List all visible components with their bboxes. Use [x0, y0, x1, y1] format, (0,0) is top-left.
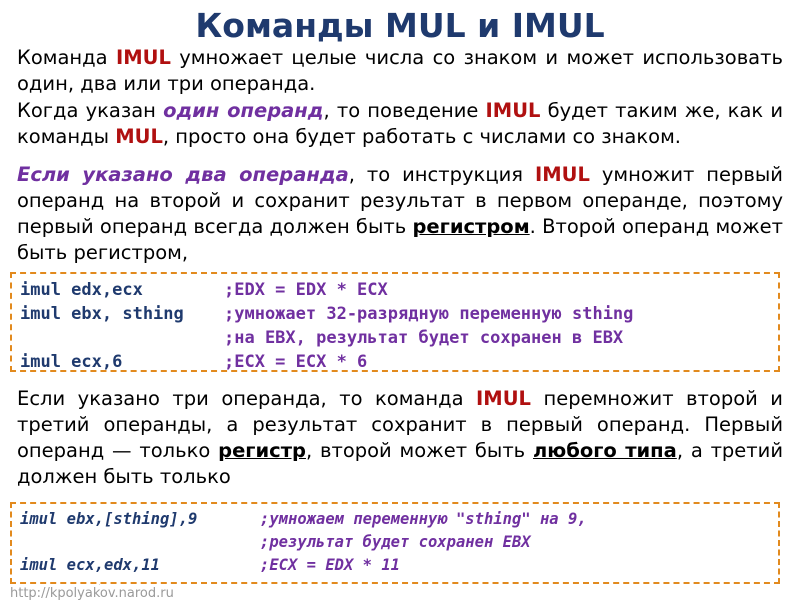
code-line [20, 350, 778, 374]
code-comment: ;умножает 32-разрядную переменную sthing [224, 304, 634, 324]
code-comment: ;умножаем переменную "sthing" на 9, [260, 510, 587, 528]
keyword-imul: IMUL [485, 99, 541, 122]
text: перемножит второй и третий операнды, а результат сохранит в первый операнд. Первый операнд — только [17, 387, 783, 462]
footer-url: http://kpolyakov.narod.ru [10, 586, 174, 601]
text: , второй может быть [305, 439, 533, 462]
code-example-1 [10, 272, 780, 372]
code-instruction: imul ebx,[sthing],9 [20, 510, 198, 528]
keyword-mul: MUL [115, 125, 163, 148]
code-example-2 [10, 502, 780, 584]
paragraph-one-operand [17, 98, 783, 150]
keyword-imul: IMUL [534, 163, 590, 186]
code-instruction: imul ebx, sthing [20, 304, 184, 324]
paragraph-two-operands [17, 162, 783, 266]
text: Команда [17, 46, 116, 69]
code-line [20, 278, 778, 302]
keyword-imul: IMUL [476, 387, 531, 410]
code-line [20, 302, 778, 326]
code-line [20, 508, 778, 531]
highlight-two-operands: Если указано два операнда [17, 163, 349, 186]
emphasis-any-type: любого типа [532, 439, 677, 462]
keyword-imul: IMUL [115, 46, 171, 69]
text: , то инструкция [348, 163, 535, 186]
text: , а третий должен быть только [17, 439, 784, 488]
text: . Второй операнд может быть регистром, [17, 215, 784, 264]
code-instruction: imul ecx,6 [20, 352, 123, 372]
code-comment: ;ECX = EDX * 11 [260, 556, 400, 574]
text: , просто она будет работать с числами со знаком. [162, 125, 681, 148]
text: будет таким же, как и команды [17, 99, 783, 148]
code-line [20, 531, 778, 554]
code-comment: ;ECX = ECX * 6 [224, 352, 368, 372]
code-comment: ;на EBX, результат будет сохранен в EBX [224, 328, 624, 348]
code-comment: ;результат будет сохранен EBX [260, 533, 531, 551]
text: , то поведение [323, 99, 486, 122]
text: умножит первый операнд на второй и сохранит результат в первом операнде, поэтому первый операнд всегда должен быть [17, 163, 783, 238]
text: Если указано три операнда, то команда [17, 387, 477, 410]
code-instruction: imul edx,ecx [20, 280, 143, 300]
code-instruction: imul ecx,edx,11 [20, 556, 160, 574]
code-line [20, 554, 778, 577]
emphasis-register: регистр [218, 439, 306, 462]
text: умножает целые числа со знаком и может использовать один, два или три операнда. [17, 46, 783, 95]
code-line [20, 326, 778, 350]
text: Когда указан [17, 99, 164, 122]
paragraph-three-operands [17, 386, 783, 490]
code-comment: ;EDX = EDX * ECX [224, 280, 388, 300]
emphasis-register: регистром [412, 215, 530, 238]
paragraph-imul-intro [17, 45, 783, 97]
highlight-one-operand: один операнд [163, 99, 324, 122]
slide-title: Команды MUL и IMUL [195, 6, 605, 45]
